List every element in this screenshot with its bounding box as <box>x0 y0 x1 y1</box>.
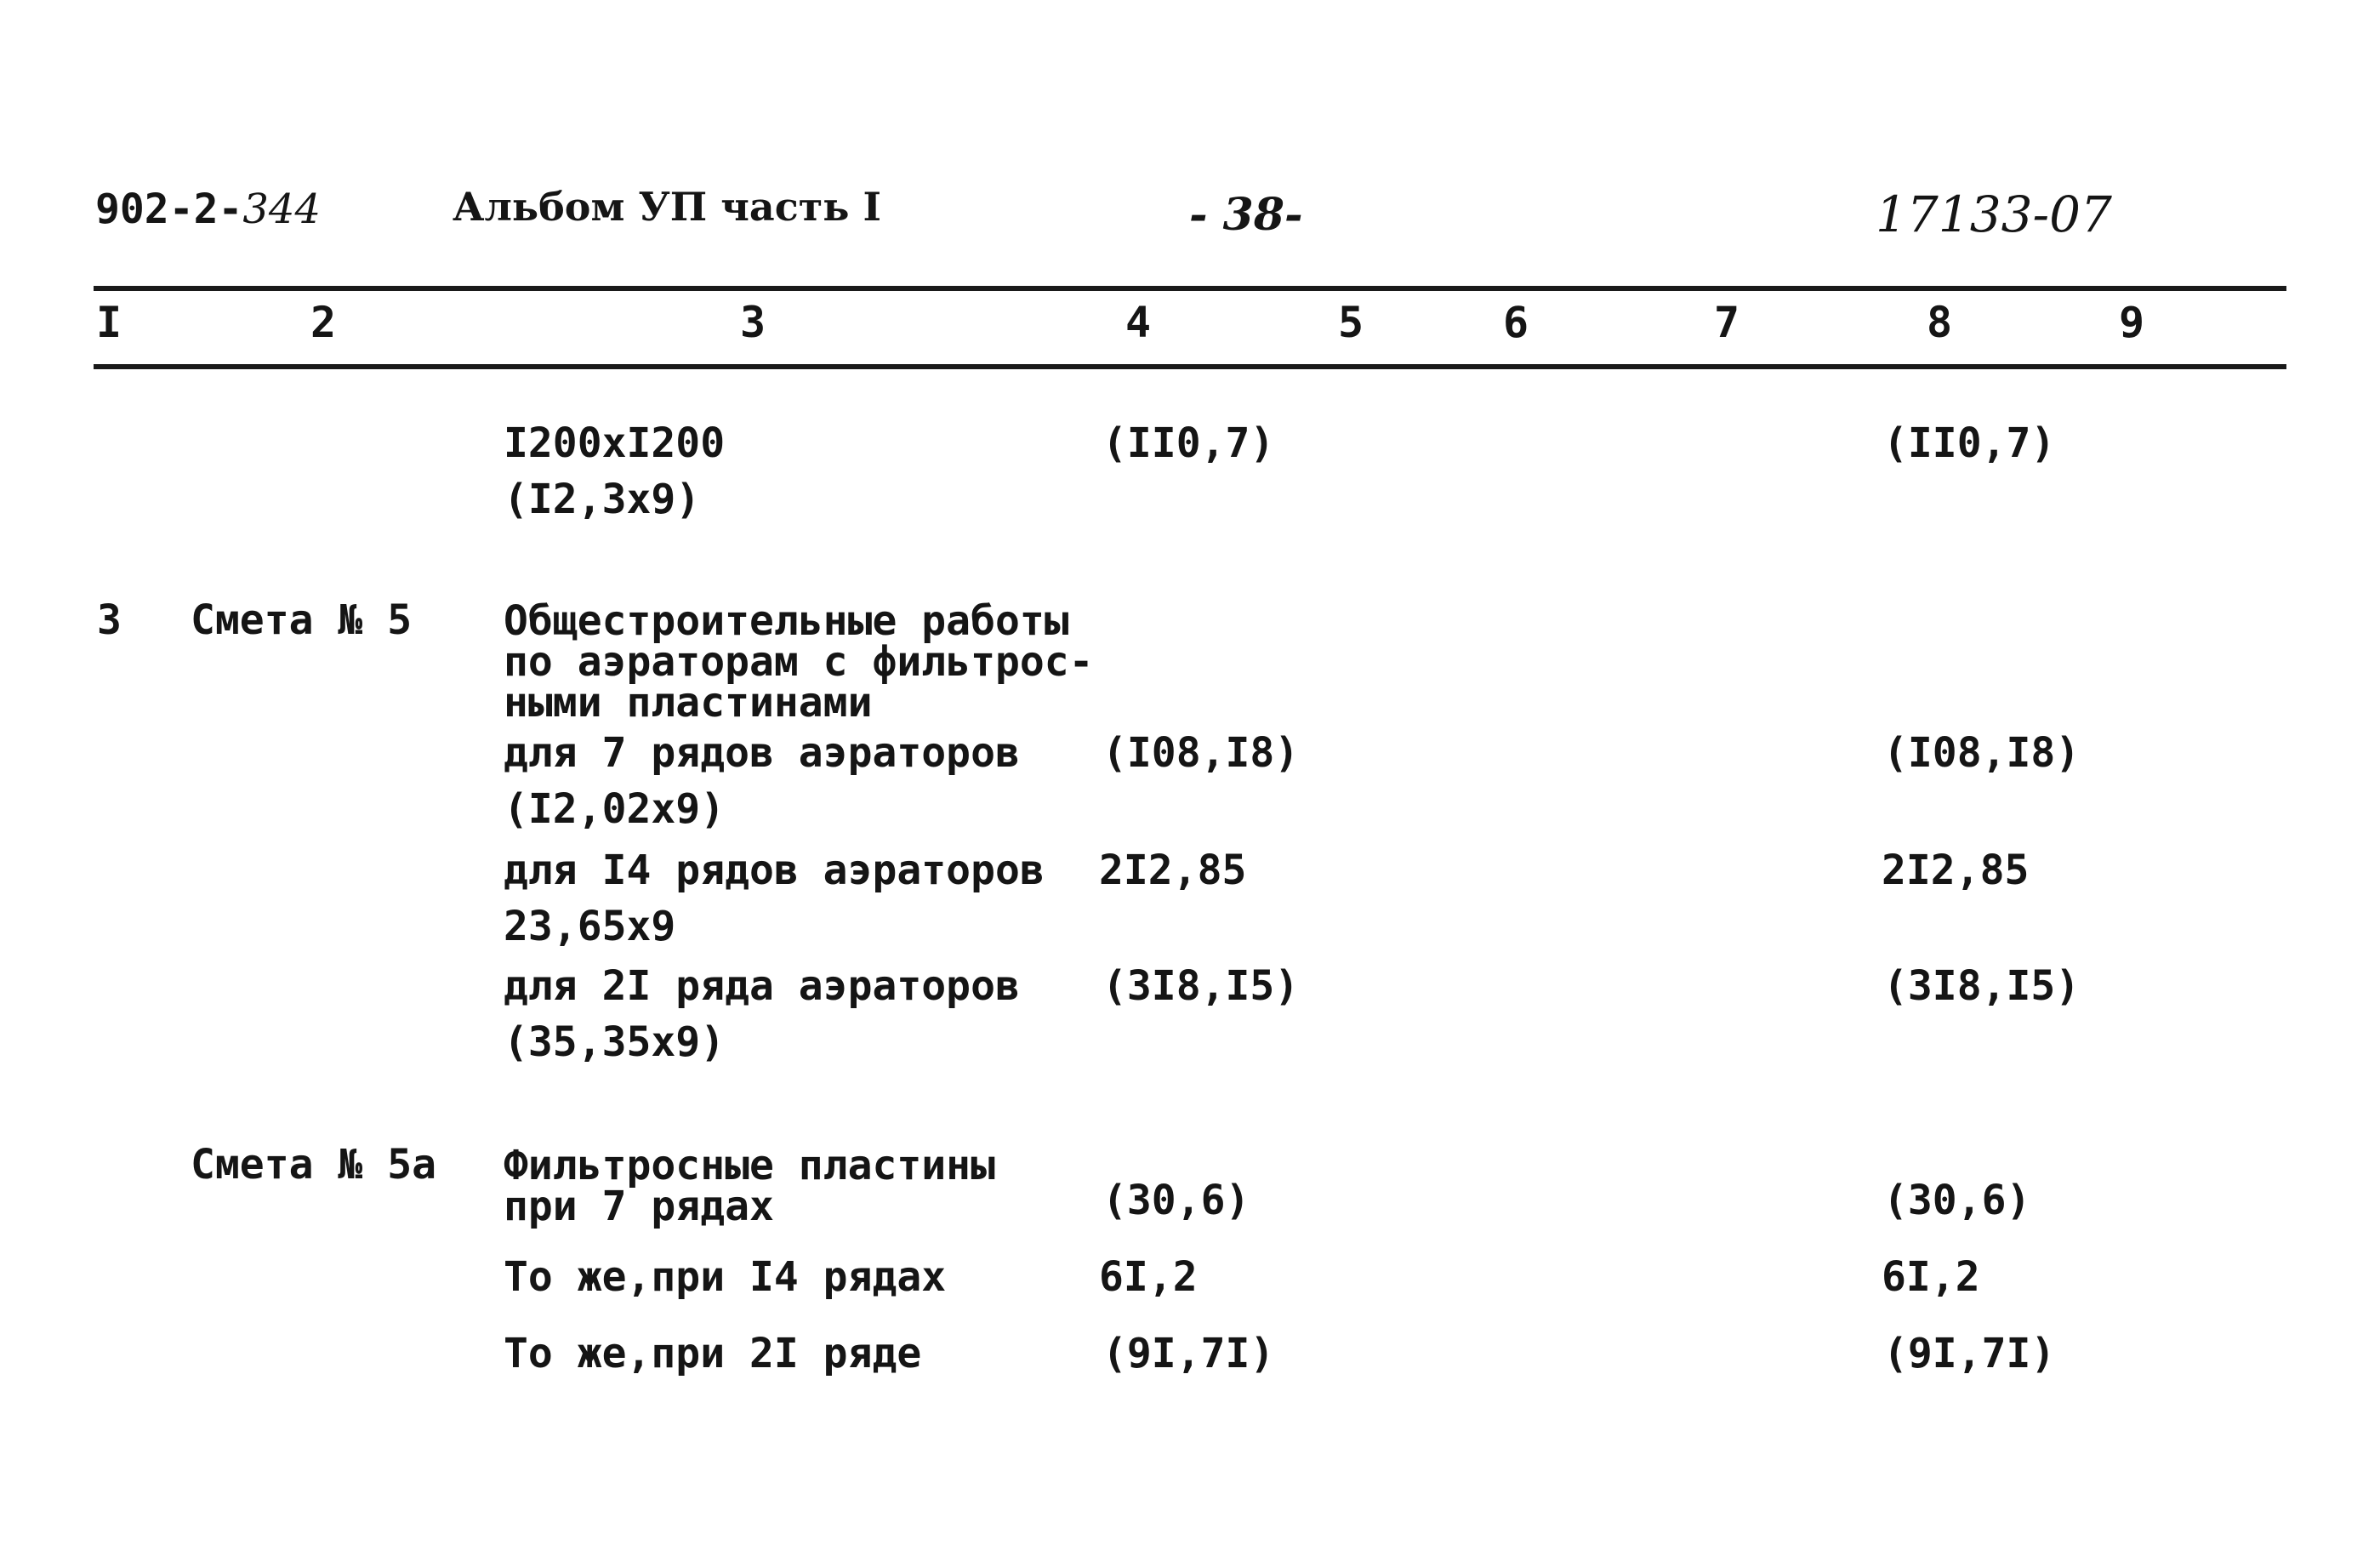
row-2-col4-value: (I08,I8) <box>1102 729 1300 777</box>
row-3-description-line-1: для I4 рядов аэраторов <box>504 847 1045 894</box>
row-4-col4-value: (3I8,I5) <box>1102 962 1300 1010</box>
row-4-description-line-2: (35,35x9) <box>504 1018 726 1066</box>
column-number-8: 8 <box>1926 298 1953 347</box>
row-4-col8-value: (3I8,I5) <box>1883 962 2081 1010</box>
registration-number: 17133-07 <box>1876 185 2112 243</box>
section-5a-estimate: Смета № 5а <box>191 1141 436 1189</box>
row-2-description <box>504 725 1020 837</box>
row-5-col8-value: 6I,2 <box>1882 1253 1980 1301</box>
section-5a-col8-value: (30,6) <box>1883 1177 2031 1224</box>
row-2-description-line-2: (I2,02x9) <box>504 785 726 833</box>
section-5a-col4-value: (30,6) <box>1102 1177 1250 1224</box>
row-1-description-line-1: I200xI200 <box>504 419 726 467</box>
section-5a-title-line-2: при 7 рядах <box>504 1183 774 1230</box>
section-5a-title-line-1: Фильтросные пластины <box>504 1142 995 1189</box>
column-number-1: I <box>95 298 122 347</box>
document-code-prefix: 902-2- <box>95 185 243 233</box>
row-1-description <box>504 415 725 527</box>
row-2-col8-value: (I08,I8) <box>1883 729 2081 777</box>
column-number-7: 7 <box>1713 298 1740 347</box>
section-3-number: 3 <box>97 596 122 644</box>
column-number-2: 2 <box>310 298 337 347</box>
row-6-col4-value: (9I,7I) <box>1102 1330 1275 1377</box>
table-top-rule <box>94 286 2286 291</box>
column-number-5: 5 <box>1337 298 1364 347</box>
row-3-col4-value: 2I2,85 <box>1099 847 1247 894</box>
row-1-col8-value: (II0,7) <box>1883 419 2056 467</box>
section-3-title <box>504 597 1094 727</box>
row-4-description-line-1: для 2I ряда аэраторов <box>504 962 1020 1010</box>
row-5-description: То же,при I4 рядах <box>504 1253 947 1301</box>
row-6-col8-value: (9I,7I) <box>1883 1330 2056 1377</box>
column-number-3: 3 <box>739 298 766 347</box>
column-number-4: 4 <box>1125 298 1152 347</box>
column-number-6: 6 <box>1502 298 1529 347</box>
section-3-title-line-2: по аэраторам с фильтрос- <box>504 638 1094 686</box>
row-5-col4-value: 6I,2 <box>1099 1253 1198 1301</box>
album-title: Альбом УП часть I <box>453 184 881 230</box>
row-2-description-line-1: для 7 рядов аэраторов <box>504 729 1020 777</box>
document-code <box>95 185 321 233</box>
page-number: - 38- <box>1189 189 1303 241</box>
document-code-suffix: 344 <box>242 185 322 233</box>
section-3-estimate: Смета № 5 <box>191 596 413 644</box>
row-3-description <box>504 842 1045 955</box>
row-6-description: То же,при 2I ряде <box>504 1330 922 1377</box>
column-number-9: 9 <box>2118 298 2145 347</box>
section-5a-title <box>504 1142 995 1230</box>
section-3-title-line-3: ными пластинами <box>504 679 873 727</box>
row-3-col8-value: 2I2,85 <box>1882 847 2030 894</box>
row-1-description-line-2: (I2,3x9) <box>504 476 701 523</box>
section-3-title-line-1: Общестроительные работы <box>504 597 1069 645</box>
row-3-description-line-2: 23,65x9 <box>504 903 676 950</box>
row-4-description <box>504 958 1020 1070</box>
table-header-bottom-rule <box>94 364 2286 369</box>
row-1-col4-value: (II0,7) <box>1102 419 1275 467</box>
